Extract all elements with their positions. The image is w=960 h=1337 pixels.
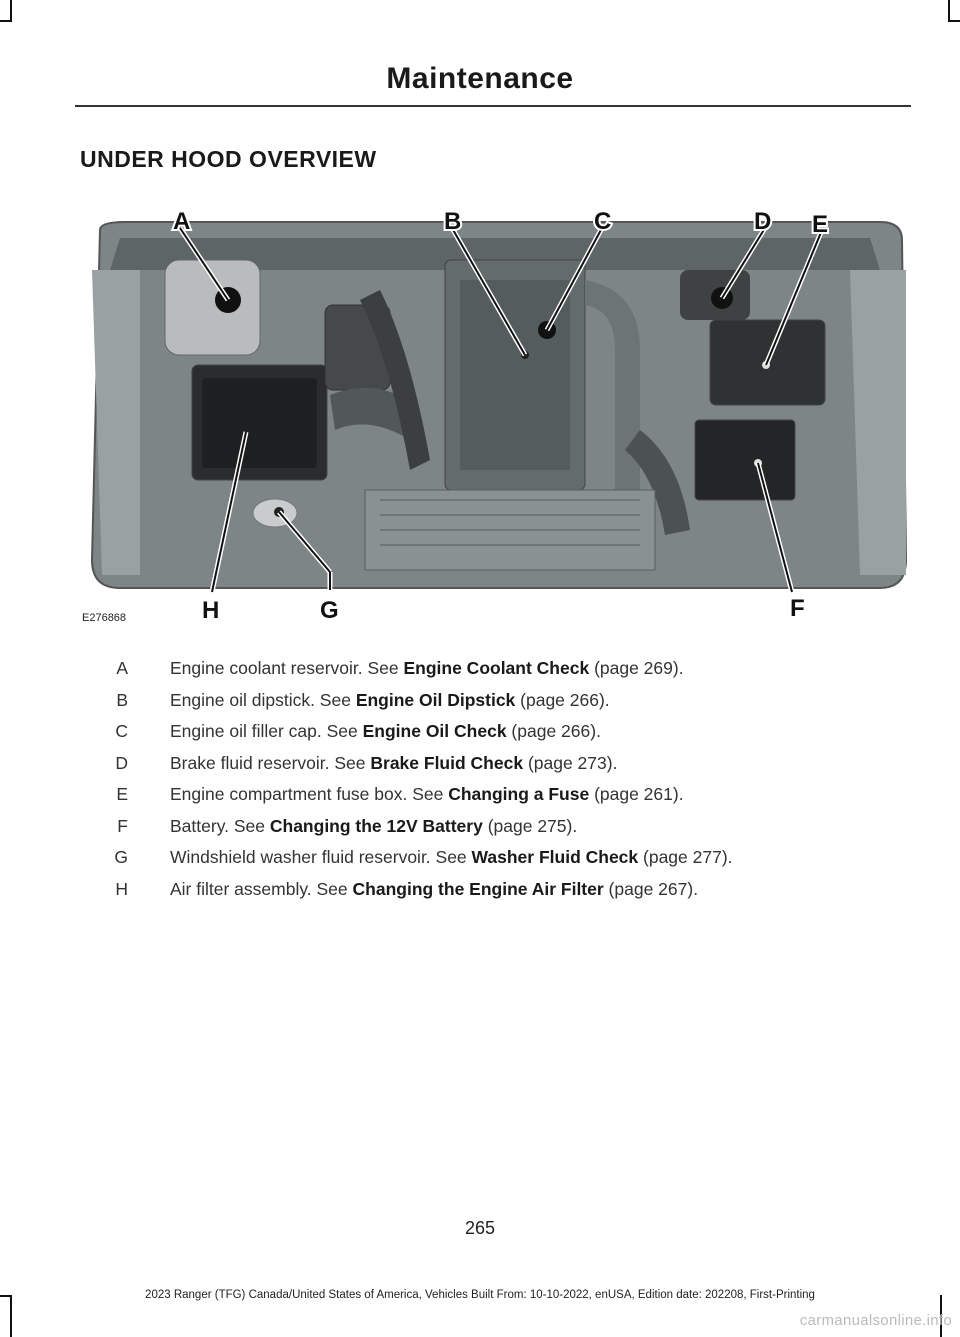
legend-ref-link[interactable]: Changing a Fuse	[448, 784, 590, 804]
crop-mark-top-right-h	[948, 20, 960, 22]
legend-row-g	[90, 845, 910, 877]
legend-page: (page 261).	[589, 784, 684, 804]
legend-ref-link[interactable]: Changing the Engine Air Filter	[352, 878, 604, 899]
legend-row-c	[90, 719, 910, 751]
legend-letter: G	[114, 847, 128, 867]
figure-id: E276868	[82, 612, 127, 624]
section-title: UNDER HOOD OVERVIEW	[80, 146, 377, 172]
legend-page: (page 277).	[638, 847, 733, 867]
legend-ref-link[interactable]: Engine Oil Check	[362, 721, 507, 741]
callout-d: D	[754, 208, 772, 235]
legend-ref-link[interactable]: Engine Oil Dipstick	[355, 689, 516, 710]
legend-page: (page 273).	[523, 752, 618, 773]
legend-letter: D	[115, 752, 128, 773]
legend-page: (page 269).	[589, 658, 684, 678]
callout-c: C	[594, 208, 612, 235]
footer-edition-text: 2023 Ranger (TFG) Canada/United States of America, Vehicles Built From: 10-10-2022, enUSA, Edition date: 202208, First-Printing	[145, 1289, 815, 1301]
crop-mark-top-right-v	[948, 0, 950, 22]
callout-b: B	[444, 208, 462, 235]
legend-row-d	[90, 751, 910, 783]
legend-letter: B	[116, 689, 128, 710]
engine-bay-drawing	[80, 200, 910, 630]
callout-g: G	[320, 597, 339, 624]
legend-ref-link[interactable]: Changing the 12V Battery	[269, 815, 483, 836]
legend-letter: E	[116, 784, 128, 804]
legend-text: Brake fluid reservoir. See	[170, 752, 371, 773]
legend-letter: C	[115, 721, 128, 741]
crop-mark-top-left-v	[10, 0, 12, 22]
callout-a: A	[173, 208, 191, 235]
callout-h: H	[202, 597, 220, 624]
legend-text: Air filter assembly. See	[170, 878, 353, 899]
legend-row-h	[90, 877, 910, 909]
header-divider	[75, 105, 911, 107]
legend-ref-link[interactable]: Engine Coolant Check	[403, 658, 590, 678]
legend-page: (page 267).	[603, 878, 699, 899]
under-hood-illustration	[80, 200, 910, 630]
legend-row-a	[90, 656, 910, 688]
legend-ref-link[interactable]: Washer Fluid Check	[471, 847, 639, 867]
legend-text: Engine oil filler cap. See	[170, 721, 363, 741]
callout-e: E	[812, 211, 829, 238]
legend-letter: F	[117, 815, 128, 836]
crop-mark-top-left-h	[0, 20, 12, 22]
legend-row-e	[90, 782, 910, 814]
legend-text: Engine oil dipstick. See	[170, 689, 356, 710]
legend-letter: A	[116, 658, 128, 678]
legend-text: Engine compartment fuse box. See	[170, 784, 449, 804]
callout-legend-list	[90, 656, 910, 908]
crop-mark-bottom-left-v	[10, 1295, 12, 1337]
legend-row-f	[90, 814, 910, 846]
legend-row-b	[90, 688, 910, 720]
page-number: 265	[464, 1218, 496, 1238]
legend-ref-link[interactable]: Brake Fluid Check	[370, 752, 524, 773]
legend-text: Engine coolant reservoir. See	[170, 658, 404, 678]
legend-page: (page 266).	[506, 721, 601, 741]
callout-f: F	[790, 595, 805, 622]
legend-text: Battery. See	[170, 815, 270, 836]
legend-text: Windshield washer fluid reservoir. See	[170, 847, 472, 867]
legend-letter: H	[115, 878, 128, 899]
legend-page: (page 266).	[515, 689, 610, 710]
page-header-title: Maintenance	[386, 62, 574, 95]
legend-page: (page 275).	[482, 815, 578, 836]
watermark: carmanualsonline.info	[799, 1312, 952, 1329]
